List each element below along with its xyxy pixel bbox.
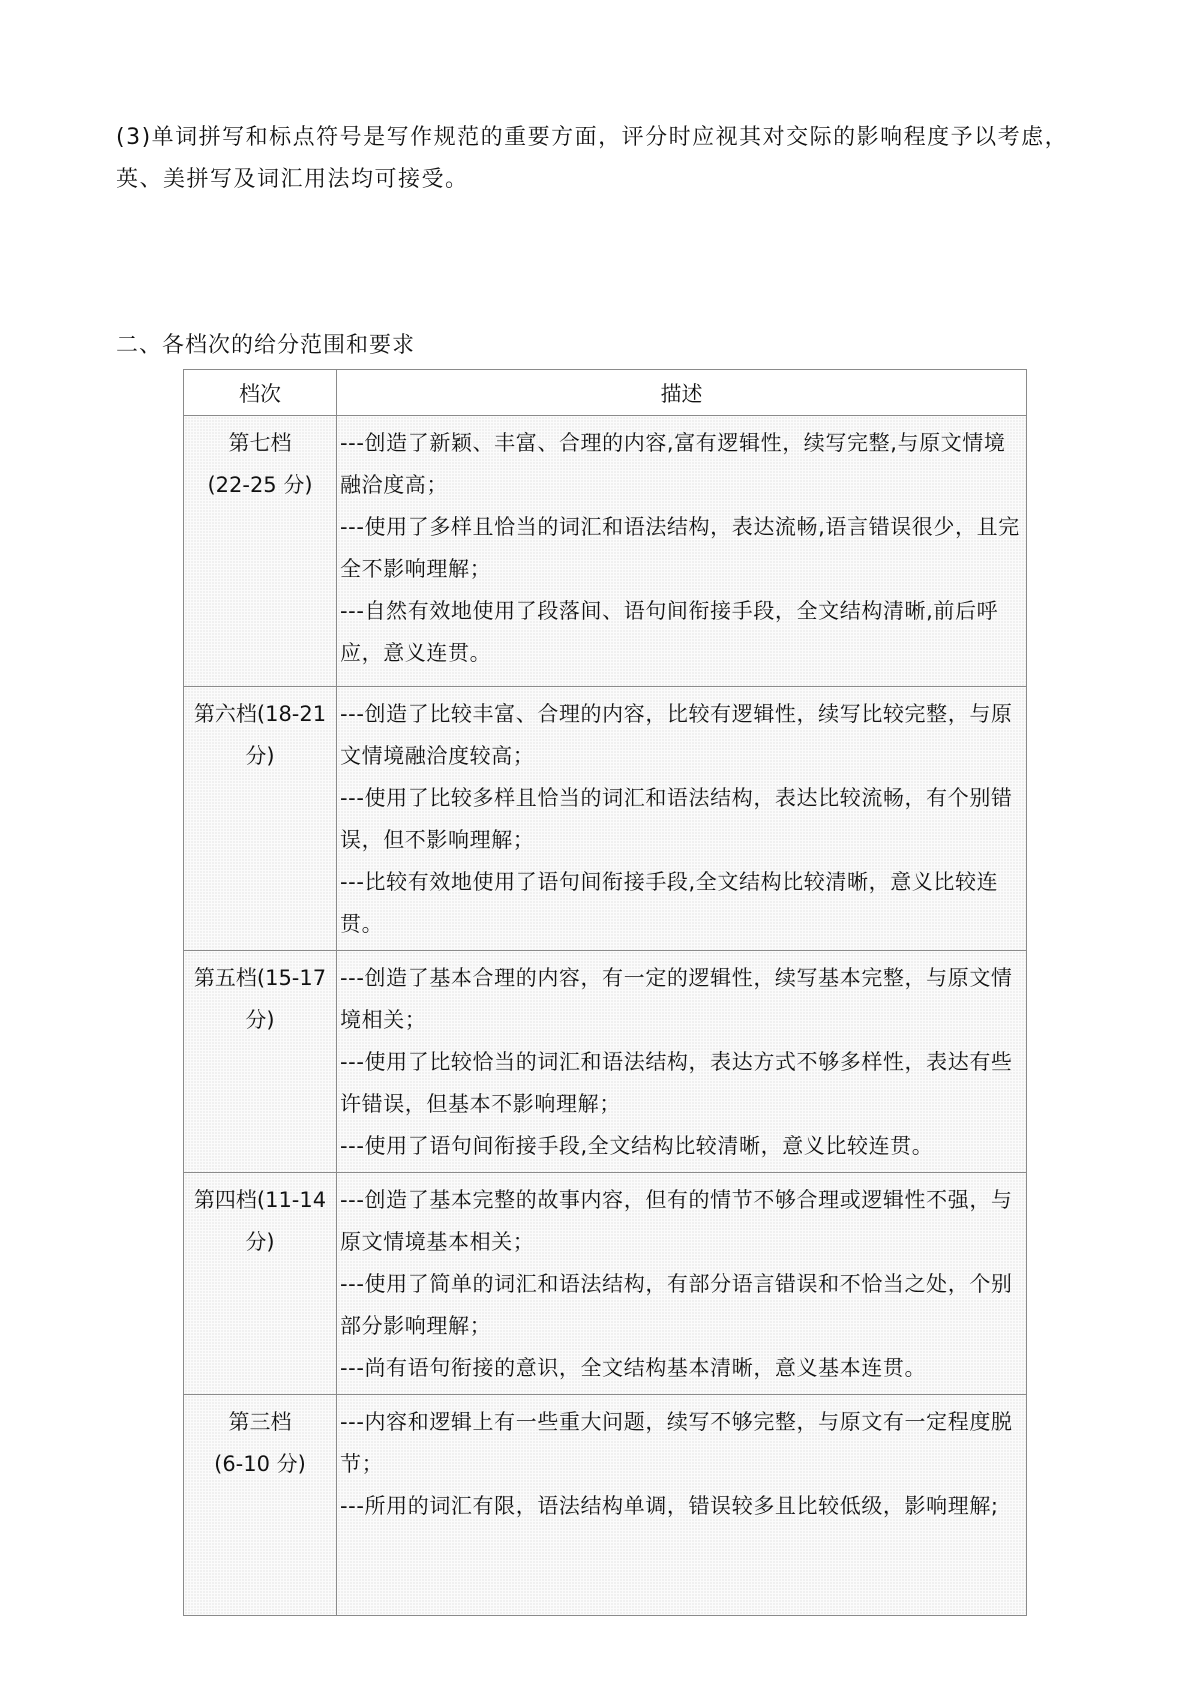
level-cell xyxy=(184,1173,337,1395)
table-row xyxy=(184,687,1027,951)
description-item: ---尚有语句衔接的意识，全文结构基本清晰，意义基本连贯。 xyxy=(340,1356,927,1380)
level-name: 第七档 xyxy=(228,431,292,455)
description-item: ---创造了基本合理的内容，有一定的逻辑性，续写基本完整，与原文情境相关； xyxy=(340,966,1013,1032)
description-item: ---使用了比较恰当的词汇和语法结构，表达方式不够多样性，表达有些许错误，但基本不影响理解； xyxy=(340,1050,1013,1116)
table-row xyxy=(184,416,1027,687)
level-name: 第六档(18-21 xyxy=(193,702,327,726)
intro-paragraph: (3)单词拼写和标点符号是写作规范的重要方面，评分时应视其对交际的影响程度予以考虑，英、美拼写及词汇用法均可接受。 xyxy=(116,125,1069,192)
description-cell xyxy=(337,1173,1027,1395)
description-item: ---使用了比较多样且恰当的词汇和语法结构，表达比较流畅，有个别错误，但不影响理解； xyxy=(340,786,1013,852)
table-row xyxy=(184,951,1027,1173)
table-row xyxy=(184,1173,1027,1395)
grade-table xyxy=(183,369,1027,1616)
description-cell xyxy=(337,1395,1027,1616)
description-item: ---创造了比较丰富、合理的内容，比较有逻辑性，续写比较完整，与原文情境融洽度较高； xyxy=(340,702,1013,768)
description-item: ---创造了新颖、丰富、合理的内容,富有逻辑性，续写完整,与原文情境融洽度高； xyxy=(340,431,1006,497)
level-name: 第三档 xyxy=(228,1410,292,1434)
description-item: ---使用了语句间衔接手段,全文结构比较清晰，意义比较连贯。 xyxy=(340,1134,934,1158)
level-name: 第四档(11-14 xyxy=(193,1188,327,1212)
description-cell xyxy=(337,687,1027,951)
level-cell xyxy=(184,687,337,951)
section-heading: 二、各档次的给分范围和要求 xyxy=(116,333,416,358)
description-item: ---使用了简单的词汇和语法结构，有部分语言错误和不恰当之处，个别部分影响理解； xyxy=(340,1272,1013,1338)
level-cell xyxy=(184,1395,337,1616)
description-item: ---创造了基本完整的故事内容，但有的情节不够合理或逻辑性不强，与原文情境基本相关； xyxy=(340,1188,1013,1254)
header-level: 档次 xyxy=(184,370,337,416)
table-header-row xyxy=(184,370,1027,416)
header-description: 描述 xyxy=(337,370,1027,416)
description-item: ---自然有效地使用了段落间、语句间衔接手段，全文结构清晰,前后呼应，意义连贯。 xyxy=(340,599,999,665)
level-cell xyxy=(184,951,337,1173)
level-range: 分) xyxy=(245,1008,275,1032)
level-range: (22-25 分) xyxy=(207,473,313,497)
description-cell xyxy=(337,951,1027,1173)
description-cell xyxy=(337,416,1027,687)
level-range: 分) xyxy=(245,1230,275,1254)
level-cell xyxy=(184,416,337,687)
level-range: 分) xyxy=(245,744,275,768)
description-item: ---使用了多样且恰当的词汇和语法结构，表达流畅,语言错误很少，且完全不影响理解； xyxy=(340,515,1020,581)
description-item: ---所用的词汇有限，语法结构单调，错误较多且比较低级，影响理解; xyxy=(340,1494,999,1518)
table-row xyxy=(184,1395,1027,1616)
description-item: ---内容和逻辑上有一些重大问题，续写不够完整，与原文有一定程度脱节； xyxy=(340,1410,1013,1476)
level-range: (6-10 分) xyxy=(214,1452,306,1476)
level-name: 第五档(15-17 xyxy=(193,966,327,990)
description-item: ---比较有效地使用了语句间衔接手段,全文结构比较清晰，意义比较连贯。 xyxy=(340,870,999,936)
